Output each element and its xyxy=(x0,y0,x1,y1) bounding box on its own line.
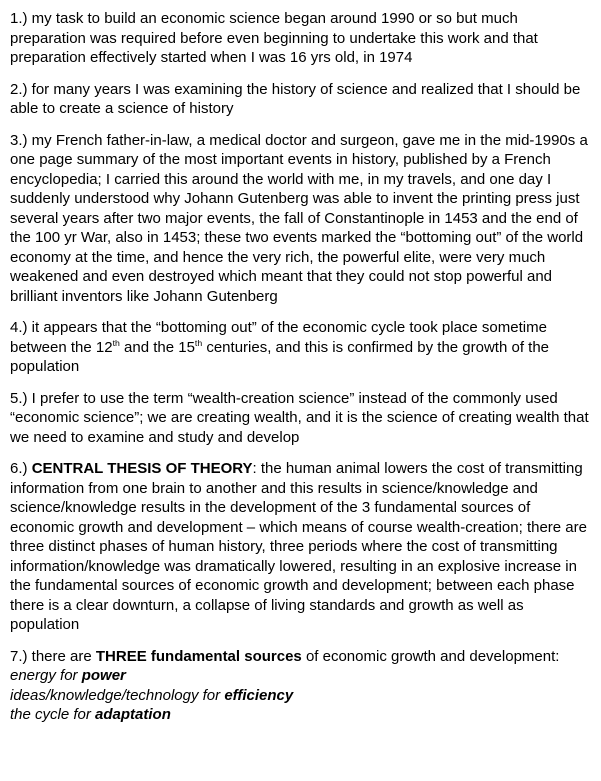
paragraph-4 xyxy=(10,318,592,377)
text-segment: THREE fundamental sources xyxy=(95,647,302,665)
text-segment: th xyxy=(194,337,203,348)
text-segment: power xyxy=(81,667,126,684)
text-segment: of economic growth and development: xyxy=(301,647,560,665)
text-segment: 6.) xyxy=(10,460,32,477)
text-segment: 4.) it appears that the “bottoming out” of the economic cycle took place sometime between the 12 xyxy=(10,319,547,356)
text-segment: CENTRAL THESIS OF THEORY xyxy=(31,460,253,477)
text-segment: th xyxy=(112,337,120,348)
paragraph-1 xyxy=(10,9,592,68)
text-segment: the cycle for xyxy=(10,706,96,723)
text-segment: 5.) I prefer to use the term “wealth-creation science” instead of the commonly used “economic science”; we are creating wealth, and it is the science of creating wealth that we need to examine and study and develop xyxy=(10,389,589,446)
text-segment: : the human animal lowers the cost of transmitting information from one brain to another and this results in science/knowledge and science/knowledge results in the development of the 3 fundamental sources of economic growth and development – which means of course wealth-creation; there are three distinct phases of human history, three periods where the cost of transmitting information/knowledge was dramatically lowered, resulting in an explosive increase in the fundamental sources of economic growth and development; between each phase there is a clear downturn, a collapse of living standards and growth as well as population xyxy=(10,460,587,633)
text-segment: and the 15 xyxy=(119,338,195,356)
text-segment: 7.) there are xyxy=(10,647,96,665)
text-segment: 1.) my task to build an economic science began around 1990 or so but much preparation was required before even beginning to undertake this work and that preparation effectively started when I was 16 yrs old, in 1974 xyxy=(10,10,538,66)
paragraph-6 xyxy=(10,459,592,635)
text-segment: 2.) for many years I was examining the history of science and realized that I should be able to create a science of history xyxy=(10,80,581,117)
text-segment: energy for xyxy=(10,667,82,684)
paragraph-2 xyxy=(10,80,592,119)
text-segment: efficiency xyxy=(224,686,294,704)
text-segment: adaptation xyxy=(95,706,171,723)
text-segment: ideas/knowledge/technology for xyxy=(10,686,225,704)
paragraph-3 xyxy=(10,131,592,307)
paragraph-5 xyxy=(10,389,592,448)
paragraph-7 xyxy=(10,647,592,725)
text-segment: centuries, and this is confirmed by the growth of the population xyxy=(10,338,550,375)
text-segment: 3.) my French father-in-law, a medical doctor and surgeon, gave me in the mid-1990s a one page summary of the most important events in history, published by a French encyclopedia; I carried this around the world with me, in my travels, and one day I suddenly understood why Johann Gutenberg was able to invent the printing press just several years after two major events, the fall of Constantinople in 1453 and the end of the 100 yr War, also in 1453; these two events marked the “bottoming out” of the world economy at the time, and hence the very rich, the powerful elite, were very much weakened and even destroyed which meant that they could not stop powerful and brilliant inventors like Johann Gutenberg xyxy=(10,131,588,305)
